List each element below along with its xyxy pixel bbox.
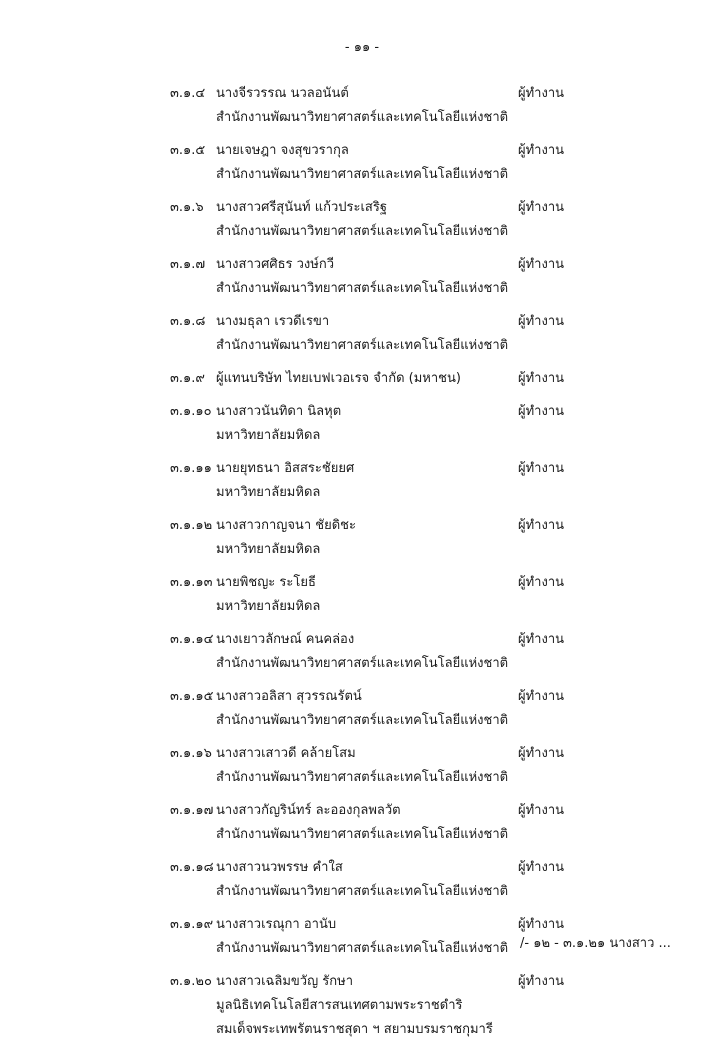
member-line [0, 139, 724, 163]
member-line [0, 742, 724, 766]
list-item [0, 82, 724, 130]
member-role: ผู้ทำงาน [518, 860, 565, 875]
item-number: ๓.๑.๑๘ [170, 860, 214, 875]
organization-line [0, 823, 724, 847]
item-number: ๓.๑.๑๗ [170, 803, 214, 818]
member-line [0, 685, 724, 709]
member-line [0, 457, 724, 481]
list-item [0, 310, 724, 358]
member-line [0, 628, 724, 652]
member-role: ผู้ทำงาน [518, 200, 565, 215]
item-number: ๓.๑.๙ [170, 371, 205, 386]
item-number: ๓.๑.๑๖ [170, 746, 212, 761]
organization-line [0, 481, 724, 505]
member-role: ผู้ทำงาน [518, 746, 565, 761]
member-role: ผู้ทำงาน [518, 575, 565, 590]
list-item [0, 970, 724, 1042]
organization-line [0, 220, 724, 244]
member-name: นายยุทธนา อิสสระชัยยศ [216, 461, 355, 476]
item-number: ๓.๑.๖ [170, 200, 204, 215]
member-line [0, 196, 724, 220]
organization-name: สำนักงานพัฒนาวิทยาศาสตร์และเทคโนโลยีแห่งชาติ [216, 167, 509, 182]
organization-name: สำนักงานพัฒนาวิทยาศาสตร์และเทคโนโลยีแห่งชาติ [216, 941, 509, 956]
list-item [0, 514, 724, 562]
item-number: ๓.๑.๑๐ [170, 404, 212, 419]
member-name: นางเยาวลักษณ์ คนคล่อง [216, 632, 355, 647]
member-line [0, 970, 724, 994]
organization-name: สำนักงานพัฒนาวิทยาศาสตร์และเทคโนโลยีแห่งชาติ [216, 770, 509, 785]
organization-name: สำนักงานพัฒนาวิทยาศาสตร์และเทคโนโลยีแห่งชาติ [216, 110, 509, 125]
organization-line [0, 994, 724, 1018]
item-number: ๓.๑.๔ [170, 86, 206, 101]
continuation-note: /- ๑๒ - ๓.๑.๒๑ นางสาว ... [520, 936, 671, 951]
organization-line [0, 595, 724, 619]
organization-line [0, 652, 724, 676]
list-item [0, 367, 724, 391]
organization-name: สำนักงานพัฒนาวิทยาศาสตร์และเทคโนโลยีแห่งชาติ [216, 656, 509, 671]
list-item [0, 400, 724, 448]
member-role: ผู้ทำงาน [518, 803, 565, 818]
member-name: นางสาวกาญจนา ชัยดิชะ [216, 518, 356, 533]
member-name: นางสาวศรีสุนันท์ แก้วประเสริฐ [216, 200, 388, 215]
member-name: ผู้แทนบริษัท ไทยเบฟเวอเรจ จำกัด (มหาชน) [216, 371, 461, 386]
item-number: ๓.๑.๑๔ [170, 632, 214, 647]
member-name: นางสาวศศิธร วงษ์กวี [216, 257, 335, 272]
organization-line [0, 1018, 724, 1042]
member-role: ผู้ทำงาน [518, 632, 565, 647]
list-item [0, 628, 724, 676]
item-number: ๓.๑.๗ [170, 257, 206, 272]
member-role: ผู้ทำงาน [518, 314, 565, 329]
organization-line [0, 424, 724, 448]
organization-name: มหาวิทยาลัยมหิดล [216, 485, 321, 500]
organization-line [0, 106, 724, 130]
member-role: ผู้ทำงาน [518, 974, 565, 989]
member-name: นางมธุลา เรวดีเรขา [216, 314, 330, 329]
member-line [0, 571, 724, 595]
list-item [0, 856, 724, 904]
member-line [0, 310, 724, 334]
member-name: นายเจษฎา จงสุขวรากุล [216, 143, 349, 158]
member-line [0, 367, 724, 391]
organization-line [0, 538, 724, 562]
member-role: ผู้ทำงาน [518, 404, 565, 419]
organization-name: สำนักงานพัฒนาวิทยาศาสตร์และเทคโนโลยีแห่งชาติ [216, 827, 509, 842]
member-line [0, 514, 724, 538]
item-number: ๓.๑.๑๑ [170, 461, 212, 476]
organization-line [0, 766, 724, 790]
organization-line [0, 163, 724, 187]
list-item [0, 685, 724, 733]
organization-name: สมเด็จพระเทพรัตนราชสุดา ฯ สยามบรมราชกุมารี [216, 1022, 493, 1037]
member-line [0, 253, 724, 277]
organization-line [0, 880, 724, 904]
member-line [0, 400, 724, 424]
member-name: นางสาวเฉลิมขวัญ รักษา [216, 974, 354, 989]
member-role: ผู้ทำงาน [518, 461, 565, 476]
organization-name: สำนักงานพัฒนาวิทยาศาสตร์และเทคโนโลยีแห่งชาติ [216, 884, 509, 899]
member-line [0, 82, 724, 106]
list-item [0, 196, 724, 244]
organization-name: สำนักงานพัฒนาวิทยาศาสตร์และเทคโนโลยีแห่งชาติ [216, 713, 509, 728]
organization-name: มูลนิธิเทคโนโลยีสารสนเทศตามพระราชดำริ [216, 998, 463, 1013]
member-role: ผู้ทำงาน [518, 518, 565, 533]
item-number: ๓.๑.๑๕ [170, 689, 214, 704]
organization-line [0, 709, 724, 733]
member-name: นางสาวนันทิดา นิลหุต [216, 404, 342, 419]
organization-name: มหาวิทยาลัยมหิดล [216, 542, 321, 557]
organization-line [0, 334, 724, 358]
item-number: ๓.๑.๘ [170, 314, 206, 329]
item-number: ๓.๑.๑๙ [170, 917, 214, 932]
member-name: นางจีรวรรณ นวลอนันต์ [216, 86, 349, 101]
member-name: นางสาวเรณุกา อานับ [216, 917, 337, 932]
organization-name: สำนักงานพัฒนาวิทยาศาสตร์และเทคโนโลยีแห่งชาติ [216, 281, 509, 296]
member-role: ผู้ทำงาน [518, 257, 565, 272]
page-number: - ๑๑ - [344, 40, 380, 55]
organization-name: มหาวิทยาลัยมหิดล [216, 428, 321, 443]
list-item [0, 799, 724, 847]
organization-name: มหาวิทยาลัยมหิดล [216, 599, 321, 614]
member-name: นางสาวกัญริน์ทร์ ละอองกุลพลวัต [216, 803, 401, 818]
organization-line [0, 277, 724, 301]
item-number: ๓.๑.๑๒ [170, 518, 213, 533]
member-role: ผู้ทำงาน [518, 143, 565, 158]
member-role: ผู้ทำงาน [518, 371, 565, 386]
member-role: ผู้ทำงาน [518, 917, 565, 932]
list-item [0, 457, 724, 505]
list-item [0, 742, 724, 790]
member-line [0, 799, 724, 823]
member-name: นางสาวนวพรรษ คำใส [216, 860, 343, 875]
member-name: นายพิชญะ ระโยธี [216, 575, 316, 590]
member-role: ผู้ทำงาน [518, 86, 565, 101]
item-number: ๓.๑.๒๐ [170, 974, 212, 989]
item-number: ๓.๑.๕ [170, 143, 206, 158]
member-name: นางสาวเสาวดี คล้ายโสม [216, 746, 356, 761]
member-name: นางสาวอลิสา สุวรรณรัตน์ [216, 689, 362, 704]
list-item [0, 571, 724, 619]
member-role: ผู้ทำงาน [518, 689, 565, 704]
committee-list [0, 82, 724, 1051]
item-number: ๓.๑.๑๓ [170, 575, 213, 590]
list-item [0, 139, 724, 187]
organization-name: สำนักงานพัฒนาวิทยาศาสตร์และเทคโนโลยีแห่งชาติ [216, 224, 509, 239]
member-line [0, 856, 724, 880]
list-item [0, 253, 724, 301]
organization-name: สำนักงานพัฒนาวิทยาศาสตร์และเทคโนโลยีแห่งชาติ [216, 338, 509, 353]
